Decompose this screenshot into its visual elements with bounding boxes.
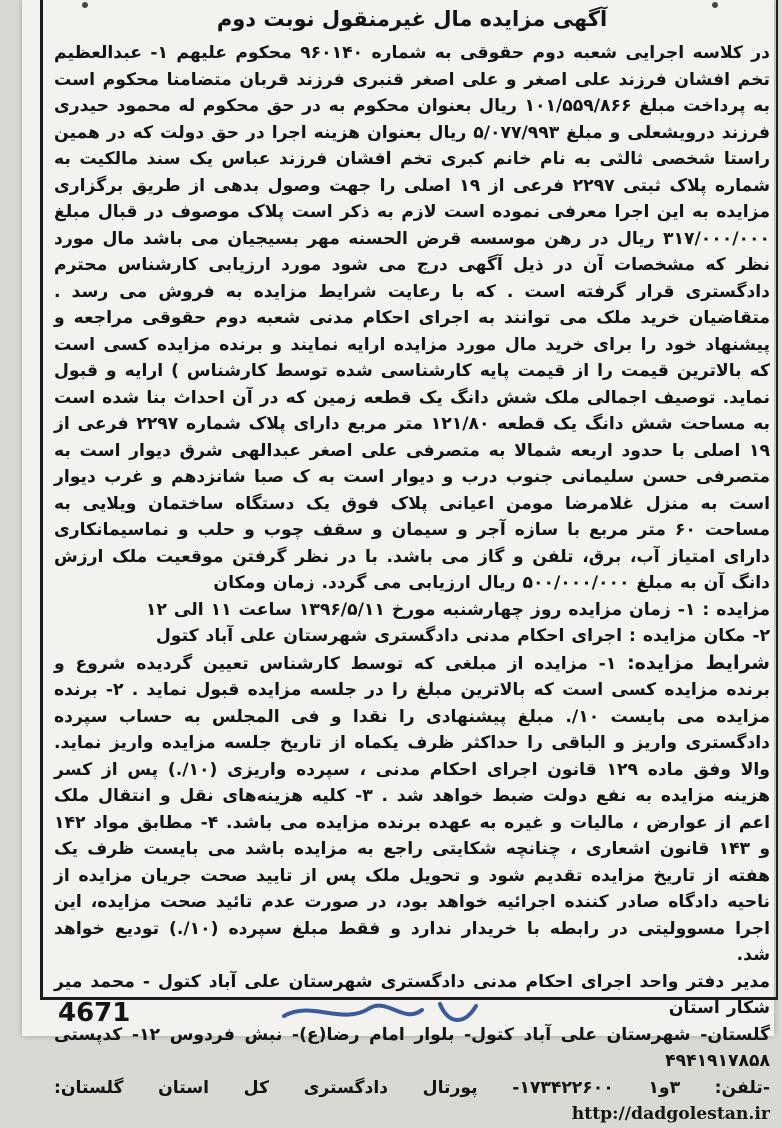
notice-body [54, 40, 770, 1128]
newspaper-clipping [22, 0, 774, 1124]
notice-title: آگهی مزایده مال غیرمنقول نوبت دوم [216, 7, 608, 31]
auction-place: ۲- مکان مزایده : اجرای احکام مدنی دادگستری شهرستان علی آباد کتول [155, 626, 770, 646]
conditions-text: ۱- مزایده از مبلغی که توسط کارشناس تعیین گردیده شروع و برنده مزایده کسی است که بالاترین مبلغ را در جلسه مزایده قبول نماید . ۲- برنده مزایده می بایست ۱۰/. مبلغ پیشنهادی را نقدا و فی المجلس به حساب سپرده دادگستری واریز و الباقی را حداکثر ظرف یکماه از تاریخ جلسه مزایده واریز نماید. والا وفق ماده ۱۲۹ قانون اجرای احکام مدنی ، سپرده واریزی (۱۰/.) پس از کسر هزینه مزایده به نفع دولت ضبط خواهد شد . ۳- کلیه هزینه‌های نقل و انتقال ملک اعم از عوارض ، مالیات و غیره به عهده برنده مزایده می باشد. ۴- مطابق مواد ۱۴۲ و ۱۴۳ قانون اشعاری ، چنانچه شکایتی راجع به مزایده باشد می بایست ظرف یک هفته از تاریخ مزایده تقدیم شود و تحویل ملک پس از تایید صحت جریان مزایده از ناحیه دادگاه صادر کننده اجرائیه خواهد بود، در صورت عدم تائید صحت مزایده، این اجرا مسوولیتی در رابطه با خریدار ندارد و فقط مبلغ سپرده (۱۰/.) تودیع خواهد شد. [54, 653, 770, 965]
contact-line [54, 1075, 770, 1128]
handwritten-mark [272, 986, 492, 1036]
page-number: 4671 [58, 998, 131, 1028]
auction-conditions [54, 650, 770, 969]
website-link[interactable]: http://dadgolestan.ir [571, 1104, 770, 1124]
address-line: گلستان- شهرستان علی آباد کتول- بلوار امام رضا(ع)- نبش فردوس ۱۲- کدپستی ۴۹۴۱۹۱۷۸۵۸ [54, 1024, 771, 1071]
auction-time: مزایده : ۱- زمان مزایده روز چهارشنبه مورخ ۱۳۹۶/۵/۱۱ ساعت ۱۱ الی ۱۲ [145, 599, 770, 620]
signature-line: مدیر دفتر واحد اجرای احکام مدنی دادگستری شهرستان علی آباد کتول - محمد میر شکار استان [54, 971, 770, 1018]
conditions-label: شرایط مزایده: [627, 651, 770, 674]
notice-intro: در کلاسه اجرایی شعبه دوم حقوقی به شماره ۹۶۰۱۴۰ محکوم علیهم ۱- عبدالعظیم تخم افشان فرزند علی اصغر و علی اصغر قنبری فرزند قربان متضامنا محکوم است به پرداخت مبلغ ۱۰۱/۵۵۹/۸۶۶ ریال بعنوان محکوم به در حق محکوم له محمود حیدری فرزند درویشعلی و مبلغ ۵/۰۷۷/۹۹۳ ریال بعنوان هزینه اجرا در حق دولت که در همین راستا شخصی ثالثی به نام خانم کبری تخم افشان فرزند عباس یک سند مالکیت به شماره پلاک ثبتی ۲۲۹۷ فرعی از ۱۹ اصلی را جهت وصول بدهی از طریق برگزاری مزایده به این اجرا معرفی نموده است لازم به ذکر است پلاک موصوف در قبال مبلغ ۳۱۷/۰۰۰/۰۰۰ ریال در رهن موسسه قرض الحسنه مهر بسیجیان می باشد مال مورد نظر که مشخصات آن در ذیل آگهی درج می شود مورد ارزیابی کارشناس محترم دادگستری قرار گرفته است . که با رعایت شرایط مزایده به فروش می رسد . متقاضیان خرید ملک می توانند به اجرای احکام مدنی شعبه دوم حقوقی مراجعه و پیشنهاد خود را برای خرید مال مورد مزایده ارایه نمایند و برنده مزایده کسی است که بالاترین قیمت را از قیمت پایه کارشناسی شده توسط کارشناس ) ارایه و قبول نماید. توصیف اجمالی ملک شش دانگ یک قطعه زمین که در آن احداث بنا شده است به مساحت شش دانگ یک قطعه ۱۲۱/۸۰ متر مربع دارای پلاک شماره ۲۲۹۷ فرعی از ۱۹ اصلی با حدود اربعه شمالا به متصرفی علی اصغر عبدالهی شرق دیوار است به متصرفی حسن سلیمانی جنوب درب و دیوار است به ک صبا شانزدهم و غرب دیوار است به منزل غلامرضا مومن اعیانی پلاک فوق یک دستگاه ساختمان ویلایی به مساحت ۶۰ متر مربع با سازه آجر و سیمان و سقف چوب و حلب و نماسیمانکاری دارای امتیاز آب، برق، تلفن و گاز می باشد. با در نظر گرفتن موقعیت ملک ارزش دانگ آن به مبلغ ۵۰۰/۰۰۰/۰۰۰ ریال ارزیابی می گردد. زمان ومکان [54, 43, 770, 593]
phone-text: -تلفن: ۳و۱ ۱۷۳۴۲۲۶۰۰- پورتال دادگستری کل استان گلستان: [54, 1077, 770, 1098]
